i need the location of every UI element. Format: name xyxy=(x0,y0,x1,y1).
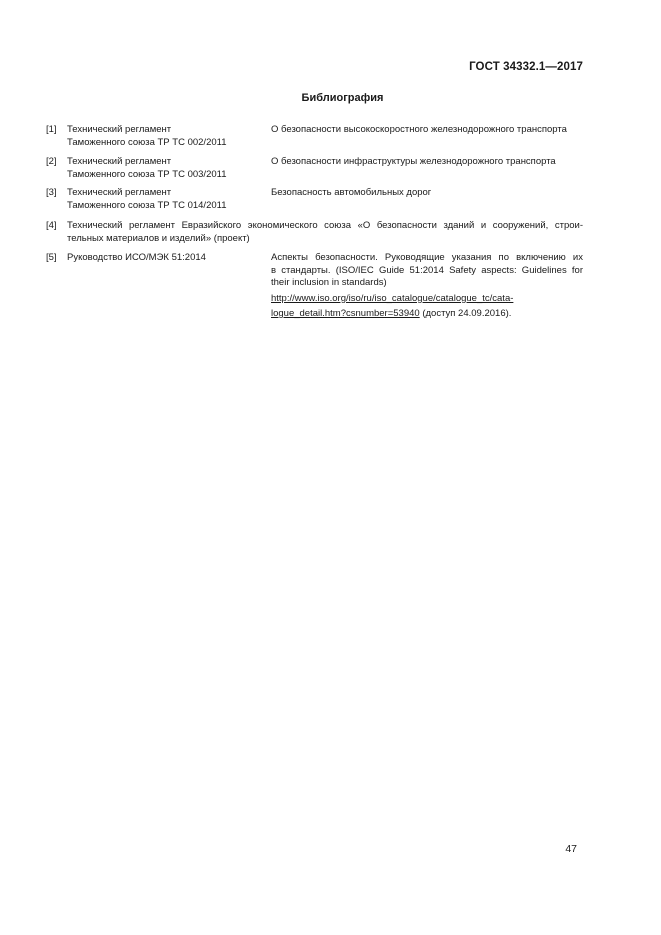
entry-number: [2] xyxy=(46,156,57,167)
access-date: (доступ 24.09.2016). xyxy=(419,308,512,319)
entry-source-line: Таможенного союза ТР ТС 002/2011 xyxy=(67,136,227,148)
entry-source xyxy=(67,187,257,212)
catalogue-link-part1[interactable]: http://www.iso.org/iso/ru/iso_catalogue/catalogue_tc/cata- xyxy=(271,292,514,304)
entry-source-line: Технический регламент xyxy=(67,156,172,167)
entry-description xyxy=(271,252,583,321)
entry-full-text xyxy=(67,220,583,245)
entry-source xyxy=(67,124,257,149)
page-number: 47 xyxy=(565,843,577,855)
entry-description-line: О безопасности инфраструктуры железнодорожного транспорта xyxy=(271,156,556,167)
entry-number: [1] xyxy=(46,124,57,135)
entry-number: [5] xyxy=(46,252,57,263)
entry-description xyxy=(271,156,583,169)
entry-description-line: their inclusion in standards) xyxy=(271,277,387,288)
entry-source-line: Руководство ИСО/МЭК 51:2014 xyxy=(67,252,206,263)
document-id: ГОСТ 34332.1—2017 xyxy=(469,61,583,73)
entry-number: [3] xyxy=(46,187,57,198)
entry-description-line: в стандарты. (ISO/IEC Guide 51:2014 Safety aspects: Guidelines for xyxy=(271,264,583,276)
entry-text-line: Технический регламент Евразийского экономического союза «О безопасности зданий и сооружений, строи- xyxy=(67,220,583,231)
entry-description xyxy=(271,124,583,137)
entry-source-line: Технический регламент xyxy=(67,187,172,198)
entry-link-line xyxy=(271,293,583,306)
entry-link-line xyxy=(271,308,583,321)
bibliography-title: Библиография xyxy=(301,92,384,104)
entry-number: [4] xyxy=(46,220,57,231)
catalogue-link-part2[interactable]: logue_detail.htm?csnumber=53940 xyxy=(271,308,420,319)
entry-source xyxy=(67,252,257,265)
entry-description xyxy=(271,187,583,200)
entry-source-line: Таможенного союза ТР ТС 014/2011 xyxy=(67,199,227,211)
entry-source xyxy=(67,156,257,181)
entry-source-line: Таможенного союза ТР ТС 003/2011 xyxy=(67,168,227,180)
entry-description-line: Аспекты безопасности. Руководящие указания по включению их xyxy=(271,252,583,263)
entry-source-line: Технический регламент xyxy=(67,124,172,135)
entry-description-line: Безопасность автомобильных дорог xyxy=(271,187,432,198)
entry-description-line: О безопасности высокоскоростного железнодорожного транспорта xyxy=(271,124,567,135)
entry-text-line: тельных материалов и изделий» (проект) xyxy=(67,232,250,244)
